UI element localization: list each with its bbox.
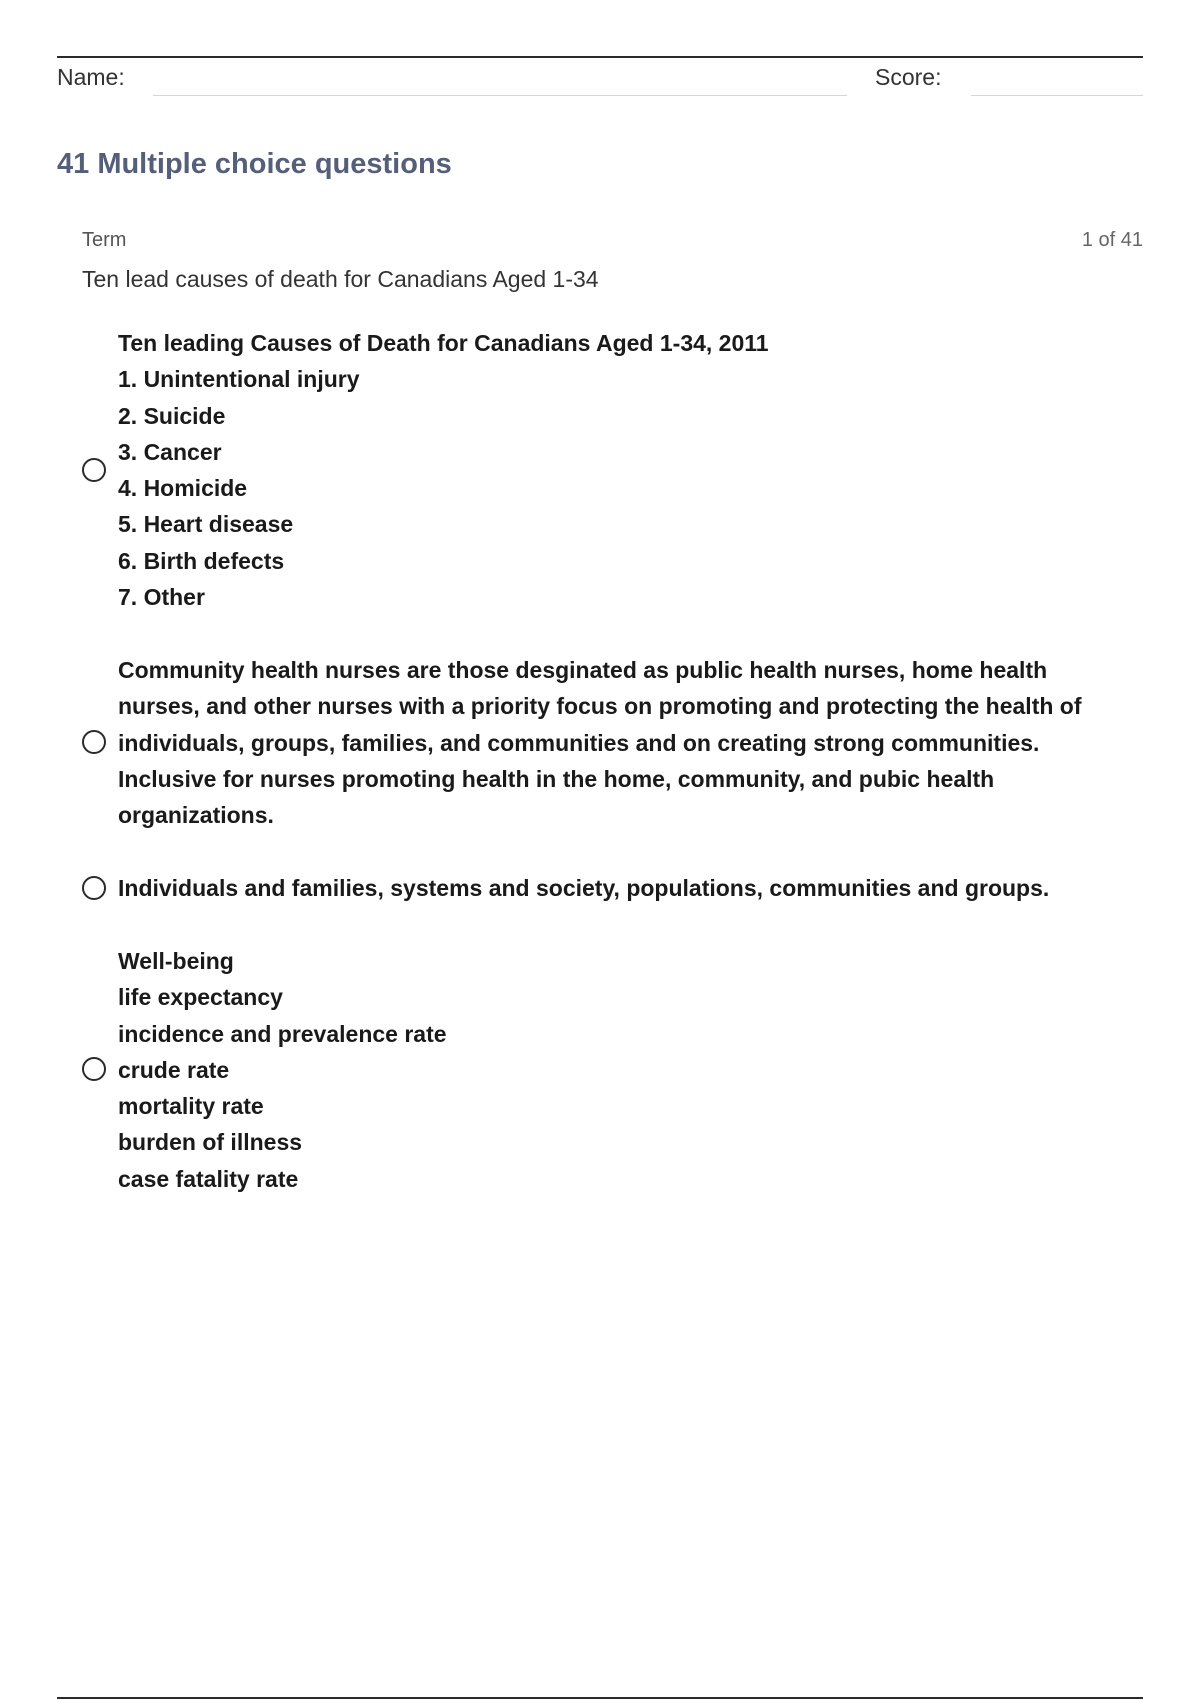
term-text: Ten lead causes of death for Canadians Aged 1-34	[82, 266, 599, 292]
option-line: Individuals and families, systems and society, populations, communities and groups.	[118, 875, 1050, 901]
option-line: Well-being	[118, 948, 234, 974]
option-line: organizations.	[118, 802, 274, 829]
option-line: Inclusive for nurses promoting health in the home, community, and pubic health	[118, 765, 995, 792]
option-line: individuals, groups, families, and communities and on creating strong communities.	[118, 729, 1040, 756]
answer-option-4[interactable]	[82, 943, 1142, 1198]
option-line: 4. Homicide	[118, 475, 248, 502]
section-title: 41 Multiple choice questions	[57, 148, 452, 180]
option-line: burden of illness	[118, 1129, 303, 1156]
radio-button-option-1[interactable]	[82, 458, 106, 482]
score-input-line[interactable]	[971, 95, 1143, 96]
option-line: 2. Suicide	[118, 402, 226, 429]
option-line: 1. Unintentional injury	[118, 366, 360, 393]
radio-button-option-2[interactable]	[82, 730, 106, 754]
option-line: 3. Cancer	[118, 438, 222, 465]
term-label: Term	[82, 229, 127, 251]
option-line: Community health nurses are those desginated as public health nurses, home health	[118, 657, 1048, 683]
option-line: case fatality rate	[118, 1165, 299, 1192]
option-line: Ten leading Causes of Death for Canadians Aged 1-34, 2011	[118, 330, 769, 356]
option-text	[118, 325, 1142, 615]
header-row	[57, 60, 1143, 100]
answer-option-2[interactable]	[82, 652, 1142, 834]
option-line: 7. Other	[118, 584, 205, 611]
bottom-rule	[57, 1697, 1143, 1699]
name-input-line[interactable]	[153, 95, 847, 96]
answer-option-3[interactable]	[82, 870, 1142, 907]
score-label: Score:	[875, 64, 942, 90]
option-line: nurses, and other nurses with a priority focus on promoting and protecting the health of	[118, 693, 1082, 720]
option-line: life expectancy	[118, 984, 283, 1011]
option-text	[118, 870, 1142, 906]
answer-option-1[interactable]	[82, 325, 1142, 616]
radio-button-option-3[interactable]	[82, 876, 106, 900]
option-line: mortality rate	[118, 1093, 264, 1120]
option-line: 6. Birth defects	[118, 547, 285, 574]
option-line: crude rate	[118, 1056, 230, 1083]
radio-button-option-4[interactable]	[82, 1057, 106, 1081]
option-text	[118, 943, 1142, 1197]
top-rule	[57, 56, 1143, 58]
option-text	[118, 652, 1142, 833]
option-line: 5. Heart disease	[118, 511, 294, 538]
option-line: incidence and prevalence rate	[118, 1020, 447, 1047]
name-label: Name:	[57, 64, 125, 90]
question-counter: 1 of 41	[1081, 229, 1143, 251]
